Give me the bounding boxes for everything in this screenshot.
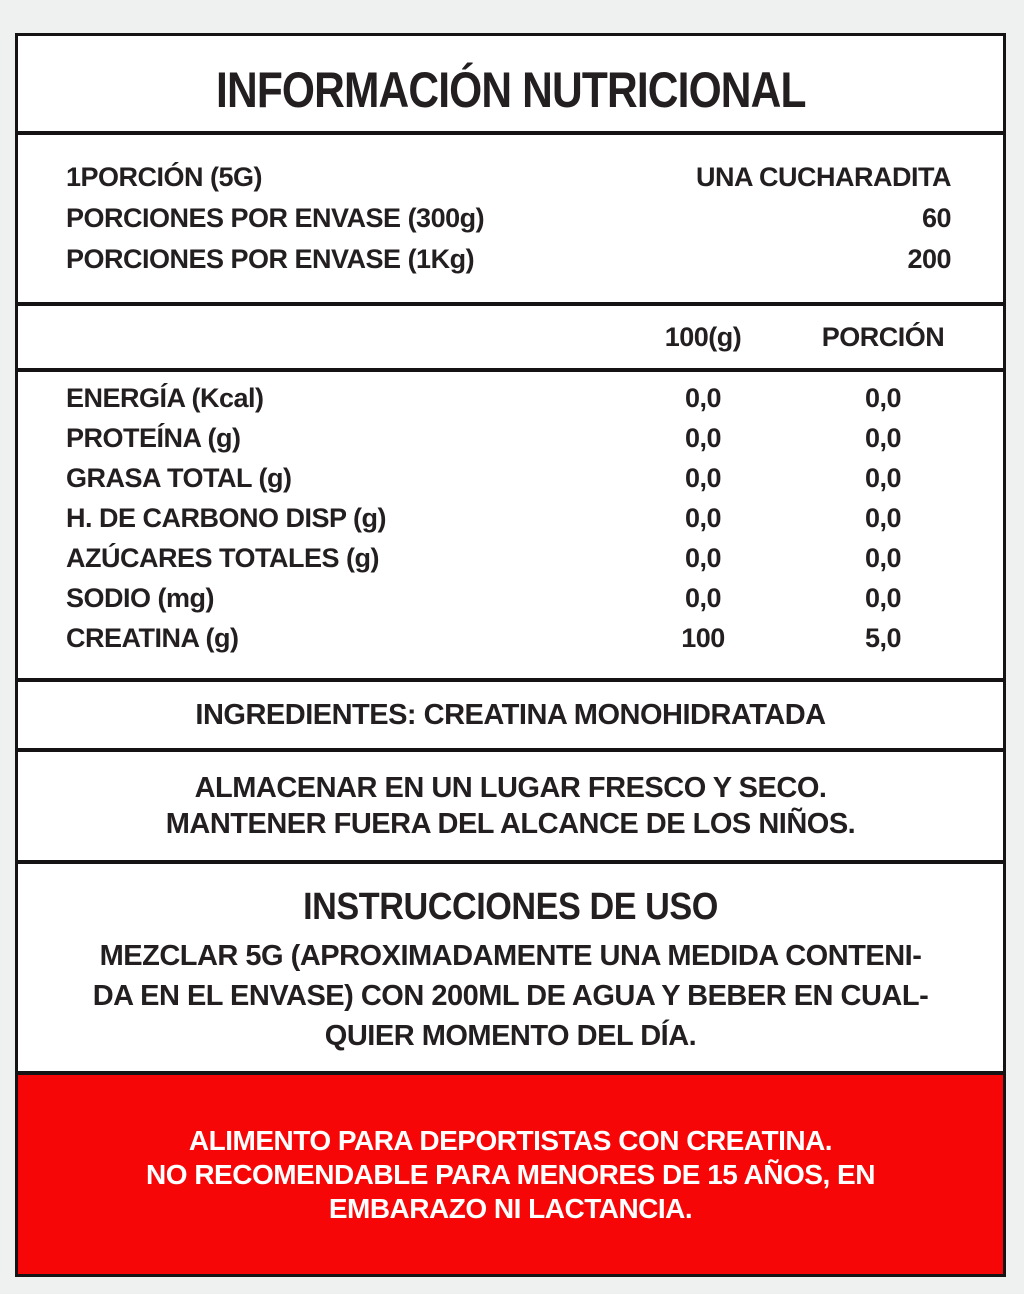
instructions-heading: INSTRUCCIONES DE USO xyxy=(303,886,718,928)
nutrient-per-portion: 5,0 xyxy=(864,622,902,653)
serving-info-section xyxy=(18,131,1003,302)
table-row xyxy=(18,618,1003,658)
nutrient-label: GRASA TOTAL (g) xyxy=(66,462,292,493)
title-section xyxy=(18,36,1003,131)
nutrient-label: SODIO (mg) xyxy=(66,582,214,613)
nutrient-per-portion: 0,0 xyxy=(864,382,902,413)
storage-line-2: MANTENER FUERA DEL ALCANCE DE LOS NIÑOS. xyxy=(165,808,856,840)
column-header-100g: 100(g) xyxy=(664,321,742,352)
instructions-body xyxy=(18,936,1003,1056)
table-row xyxy=(18,418,1003,458)
servings-per-container-300g-row xyxy=(66,198,951,239)
serving-size-value: UNA CUCHARADITA xyxy=(696,162,951,192)
nutrient-per-100g: 0,0 xyxy=(684,462,722,493)
warning-line-2: NO RECOMENDABLE PARA MENORES DE 15 AÑOS, EN xyxy=(146,1158,875,1190)
servings-1kg-label: PORCIONES POR ENVASE (1Kg) xyxy=(66,244,475,274)
nutrient-per-100g: 100 xyxy=(681,622,725,653)
servings-1kg-value: 200 xyxy=(907,244,951,274)
warning-banner xyxy=(18,1071,1003,1274)
column-header-porcion: PORCIÓN xyxy=(821,321,945,352)
warning-line-1: ALIMENTO PARA DEPORTISTAS CON CREATINA. xyxy=(188,1124,833,1156)
nutrient-per-portion: 0,0 xyxy=(864,542,902,573)
nutrient-label: ENERGÍA (Kcal) xyxy=(66,382,264,413)
servings-300g-label: PORCIONES POR ENVASE (300g) xyxy=(66,203,485,233)
servings-per-container-1kg-row xyxy=(66,239,951,280)
nutrient-per-portion: 0,0 xyxy=(864,502,902,533)
table-row xyxy=(18,498,1003,538)
nutrient-label: AZÚCARES TOTALES (g) xyxy=(66,542,379,573)
nutrient-per-portion: 0,0 xyxy=(864,462,902,493)
table-row xyxy=(18,578,1003,618)
warning-line-3: EMBARAZO NI LACTANCIA. xyxy=(328,1192,693,1224)
nutrient-per-portion: 0,0 xyxy=(864,422,902,453)
instructions-line-2: DA EN EL ENVASE) CON 200ML DE AGUA Y BEBER EN CUAL- xyxy=(92,980,929,1012)
nutrient-per-100g: 0,0 xyxy=(684,422,722,453)
ingredients-text: INGREDIENTES: CREATINA MONOHIDRATADA xyxy=(195,698,826,731)
nutrient-table xyxy=(18,368,1003,678)
table-header-row xyxy=(18,302,1003,368)
page-title: INFORMACIÓN NUTRICIONAL xyxy=(215,61,806,118)
storage-line-1: ALMACENAR EN UN LUGAR FRESCO Y SECO. xyxy=(194,772,827,804)
storage-section xyxy=(18,748,1003,860)
nutrition-label xyxy=(15,33,1006,1277)
nutrient-label: PROTEÍNA (g) xyxy=(66,422,241,453)
nutrient-per-100g: 0,0 xyxy=(684,502,722,533)
nutrient-label: H. DE CARBONO DISP (g) xyxy=(66,502,387,533)
ingredients-section xyxy=(18,678,1003,748)
serving-size-row xyxy=(66,157,951,198)
nutrient-label: CREATINA (g) xyxy=(66,622,239,653)
table-row xyxy=(18,538,1003,578)
instructions-line-3: QUIER MOMENTO DEL DÍA. xyxy=(324,1020,697,1052)
instructions-line-1: MEZCLAR 5G (APROXIMADAMENTE UNA MEDIDA CONTENI- xyxy=(99,940,922,972)
table-row xyxy=(18,378,1003,418)
serving-size-label: 1PORCIÓN (5G) xyxy=(66,162,263,192)
instructions-section xyxy=(18,860,1003,1071)
nutrient-per-100g: 0,0 xyxy=(684,542,722,573)
nutrient-per-100g: 0,0 xyxy=(684,582,722,613)
nutrient-per-portion: 0,0 xyxy=(864,582,902,613)
nutrient-per-100g: 0,0 xyxy=(684,382,722,413)
servings-300g-value: 60 xyxy=(921,203,951,233)
table-row xyxy=(18,458,1003,498)
